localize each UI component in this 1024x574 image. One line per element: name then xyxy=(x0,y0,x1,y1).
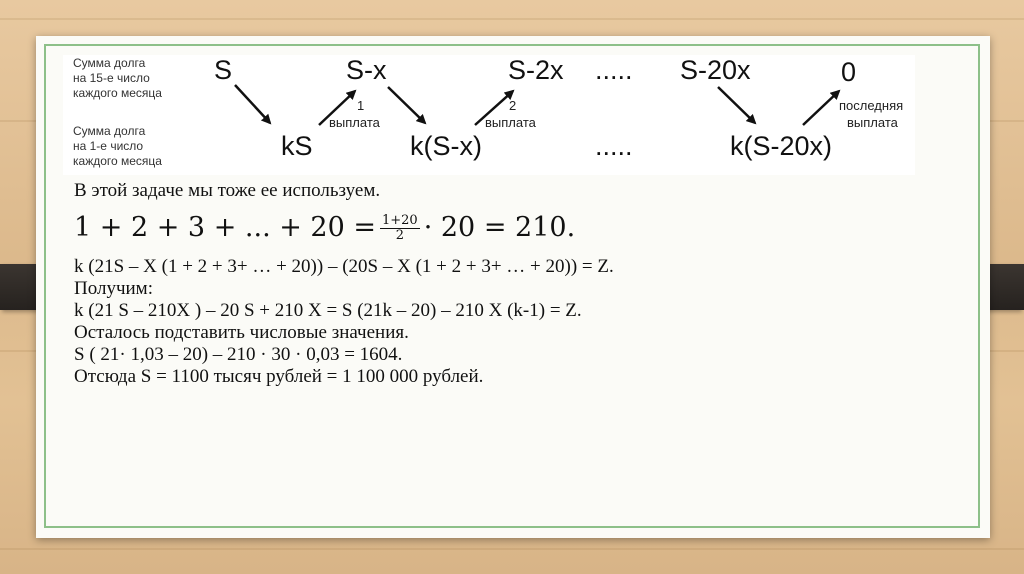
bottom-term-ellipsis: ..... xyxy=(595,131,633,161)
top-term-s-2x: S-2x xyxy=(508,55,564,85)
text-line-6: Осталось подставить числовые значения. xyxy=(74,322,409,343)
text-line-8: Отсюда S = 1100 тысяч рублей = 1 100 000 рублей. xyxy=(74,366,484,387)
text-line-1: В этой задаче мы тоже ее используем. xyxy=(74,180,381,201)
formula-fraction xyxy=(380,214,420,243)
row1-label-line1: Сумма долга xyxy=(73,56,146,70)
solution-text xyxy=(74,180,954,388)
sum-formula xyxy=(74,204,954,252)
formula-right: · 20 = 210. xyxy=(423,212,576,243)
text-line-3: k (21S – X (1 + 2 + 3+ … + 20)) – (20S – X (1 + 2 + 3+ … + 20)) = Z. xyxy=(74,256,614,277)
debt-scheme xyxy=(63,55,915,175)
payment-last-number: последняя xyxy=(839,98,904,113)
arrow-down-3 xyxy=(718,87,755,123)
bottom-term-ks: kS xyxy=(281,131,313,161)
formula-left: 1 + 2 + 3 + ... + 20 = xyxy=(74,212,376,243)
payment-last-word: выплата xyxy=(847,115,898,130)
arrow-down-1 xyxy=(235,85,270,123)
top-term-s: S xyxy=(214,55,233,85)
text-line-4: Получим: xyxy=(74,278,153,299)
bottom-term-k-s-20x: k(S-20x) xyxy=(730,131,833,161)
arrow-down-2 xyxy=(388,87,425,123)
top-term-ellipsis: ..... xyxy=(595,55,633,85)
top-term-s-20x: S-20x xyxy=(680,55,751,85)
top-term-s-x: S-x xyxy=(346,55,387,85)
fraction-numerator: 1+20 xyxy=(382,212,418,228)
text-line-5: k (21 S – 210X ) – 20 S + 210 X = S (21k – 20) – 210 X (k-1) = Z. xyxy=(74,300,582,321)
payment-2-word: выплата xyxy=(485,115,536,130)
payment-1-word: выплата xyxy=(329,115,380,130)
row2-label-line2: на 1-е число xyxy=(73,139,144,153)
row1-label-line2: на 15-е число xyxy=(73,71,150,85)
text-line-7: S ( 21· 1,03 – 20) – 210 · 30 · 0,03 = 1604. xyxy=(74,344,403,365)
row1-label-line3: каждого месяца xyxy=(73,86,162,100)
bottom-term-k-s-x: k(S-x) xyxy=(410,131,482,161)
row2-label-line1: Сумма долга xyxy=(73,124,146,138)
arrow-up-3 xyxy=(803,91,839,125)
payment-2-number: 2 xyxy=(509,98,517,113)
row2-label-line3: каждого месяца xyxy=(73,154,162,168)
top-term-zero: 0 xyxy=(841,57,857,87)
fraction-denominator: 2 xyxy=(395,227,404,243)
payment-1-number: 1 xyxy=(357,98,365,113)
scheme-drawing xyxy=(63,55,915,175)
